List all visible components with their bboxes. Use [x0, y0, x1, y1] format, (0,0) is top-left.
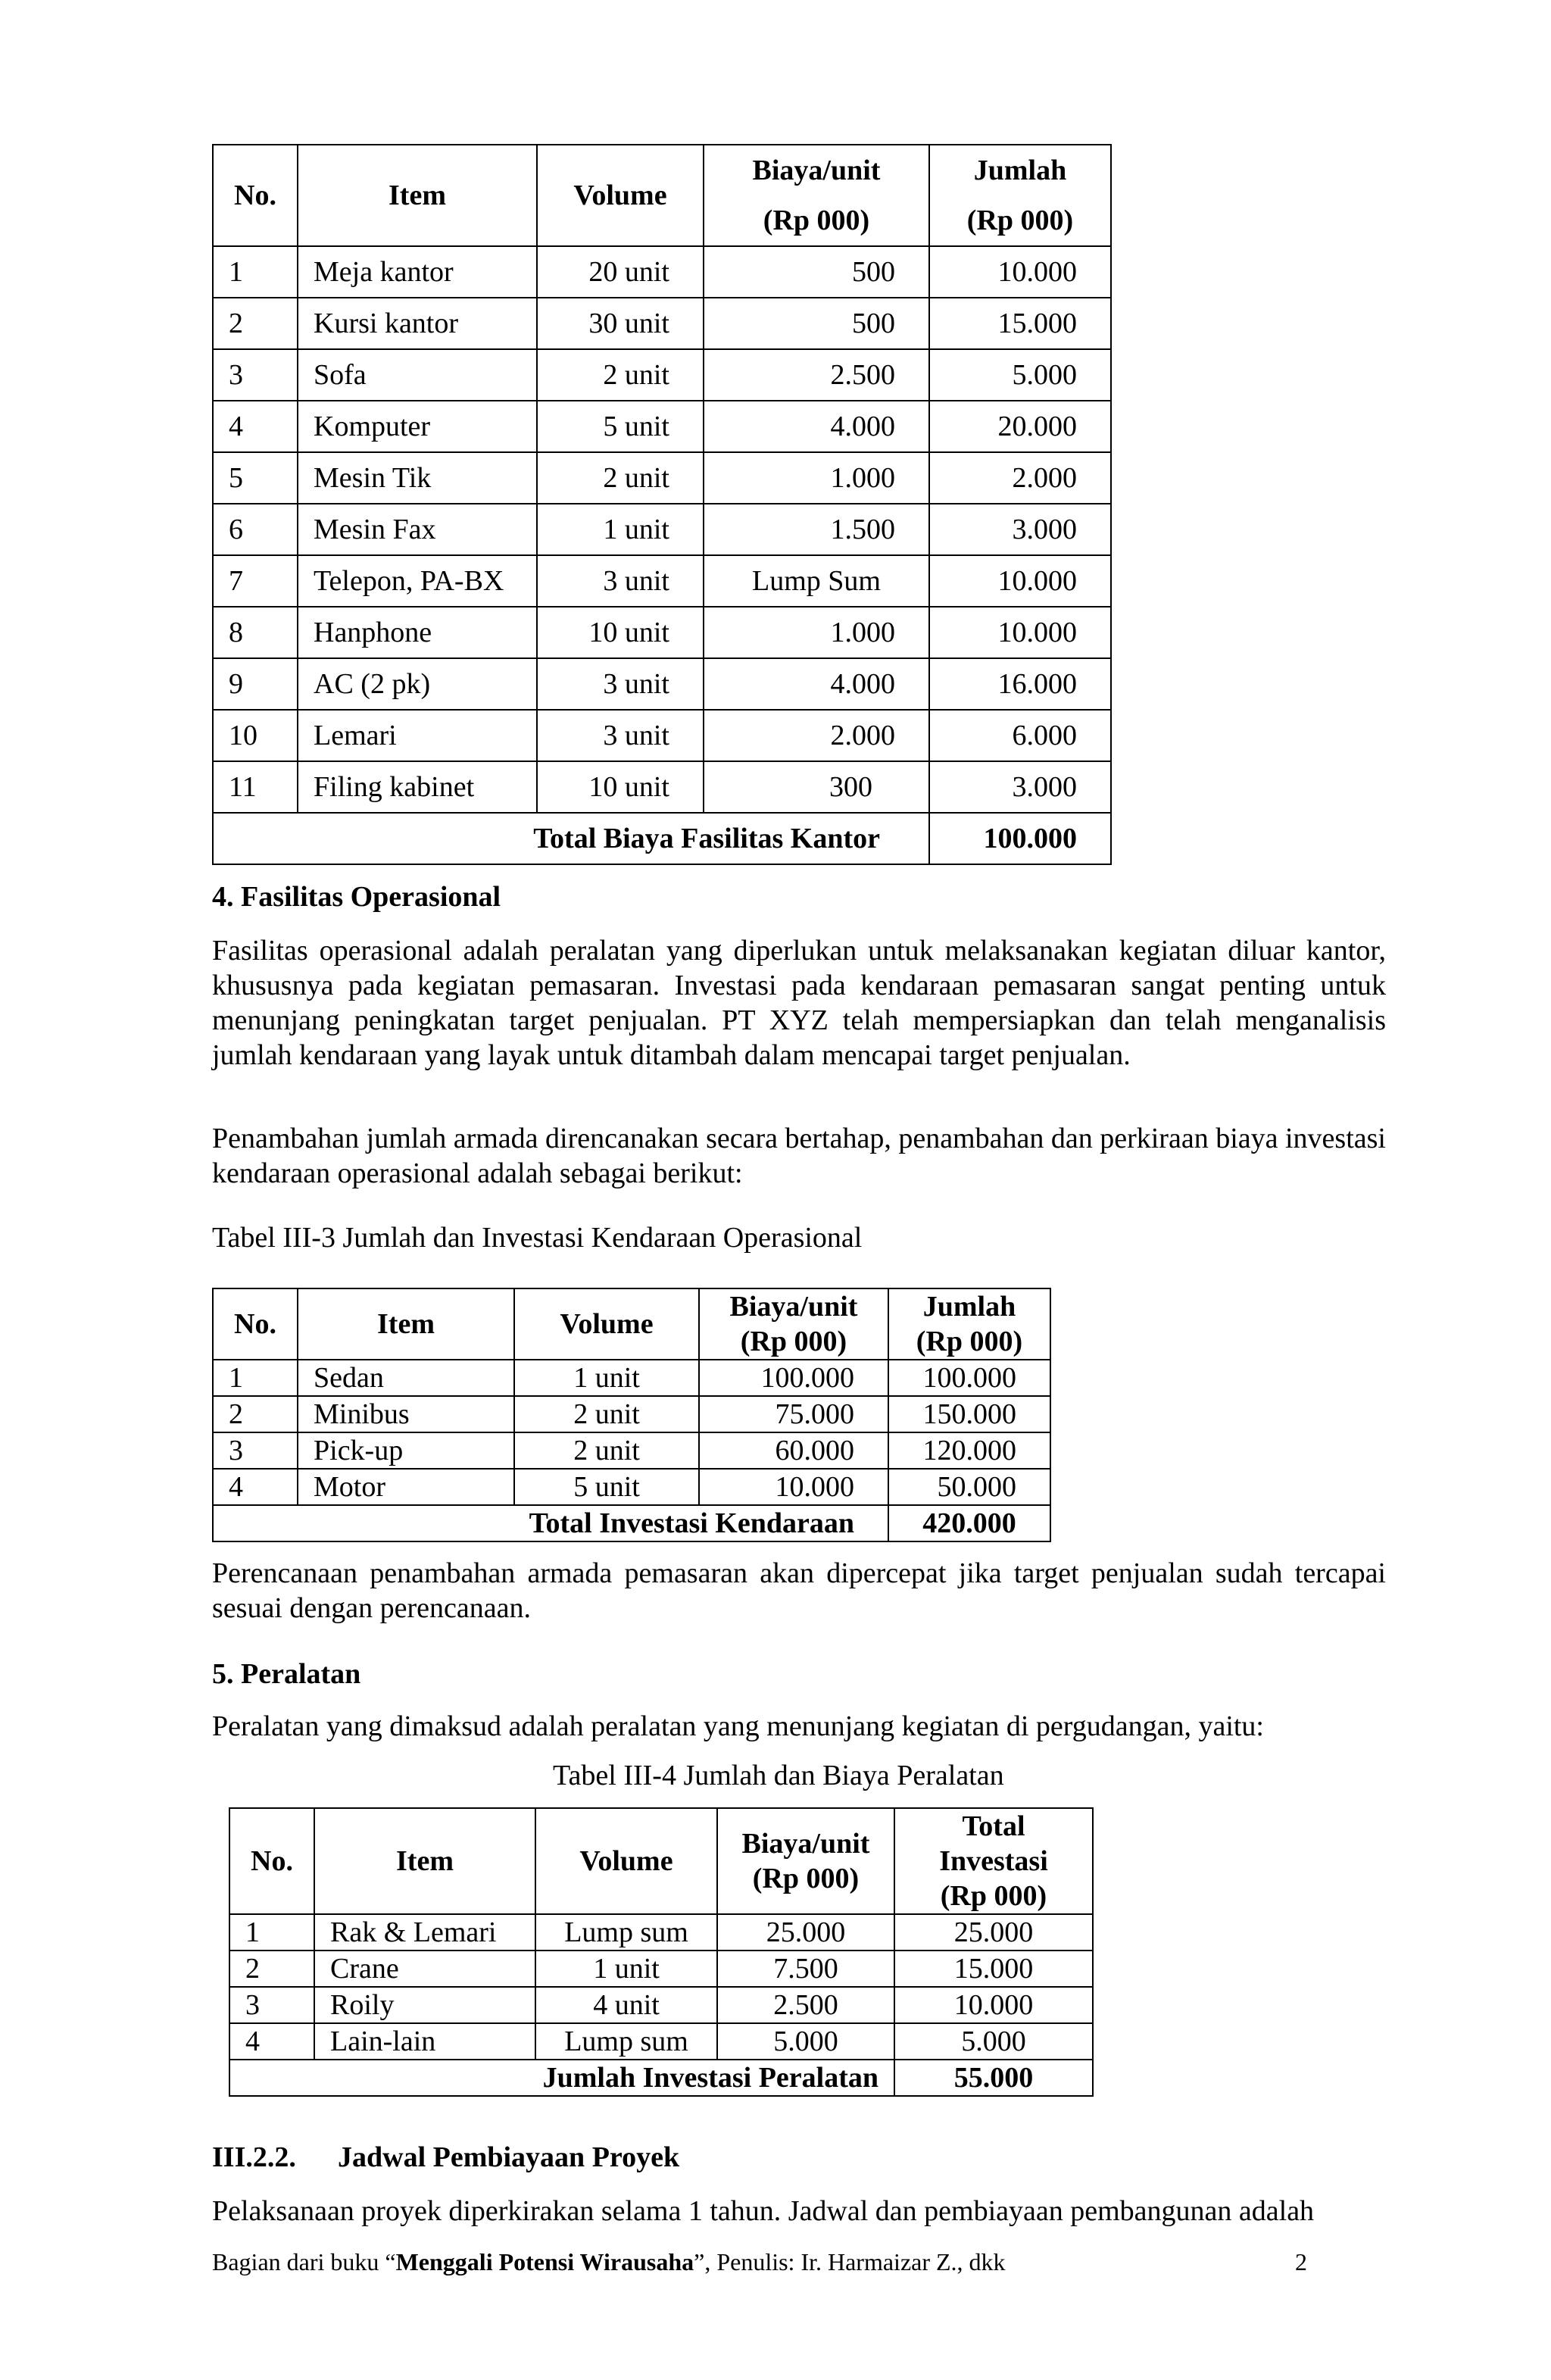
- cell-total: 5.000: [894, 2023, 1093, 2060]
- cell-item: Mesin Tik: [298, 452, 537, 504]
- cell-no: 7: [213, 555, 298, 607]
- cell-volume: 3 unit: [537, 710, 704, 761]
- cell-no: 9: [213, 658, 298, 710]
- cell-item: Kursi kantor: [298, 298, 537, 349]
- cell-no: 10: [213, 710, 298, 761]
- section-4-paragraph-1: Fasilitas operasional adalah peralatan yang diperlukan untuk melaksanakan kegiatan diluar kantor, khususnya pada kegiatan pemasaran. Investasi pada kendaraan pemasaran sangat penting untuk menunjang peningkatan target penjualan. PT XYZ telah mempersiapkan dan telah menganalisis jumlah kendaraan yang layak untuk ditambah dalam mencapai target penjualan.: [212, 935, 1386, 1071]
- header-volume: Volume: [514, 1288, 699, 1360]
- cell-item: Pick-up: [298, 1432, 514, 1469]
- cell-volume: 2 unit: [514, 1396, 699, 1432]
- header-no: No.: [213, 1288, 298, 1360]
- section-5-paragraph: Peralatan yang dimaksud adalah peralatan yang menunjang kegiatan di pergudangan, yaitu:: [212, 1710, 1264, 1742]
- table-total-row: [213, 813, 1111, 864]
- cell-unit-cost: 4.000: [704, 658, 929, 710]
- cell-item: Telepon, PA-BX: [298, 555, 537, 607]
- footer-prefix: Bagian dari buku “: [212, 2248, 396, 2275]
- header-unit-cost: [704, 145, 929, 246]
- header-item: Item: [314, 1808, 535, 1914]
- header-no: No.: [229, 1808, 314, 1914]
- section-iii-2-2-number: III.2.2.: [212, 2141, 296, 2173]
- table-row: [213, 607, 1111, 658]
- section-iii-2-2-paragraph: Pelaksanaan proyek diperkirakan selama 1 tahun. Jadwal dan pembiayaan pembangunan adalah: [212, 2195, 1315, 2227]
- cell-volume: 20 unit: [537, 246, 704, 298]
- cell-total: 100.000: [888, 1360, 1050, 1396]
- cell-total: 10.000: [929, 246, 1111, 298]
- cell-volume: 5 unit: [537, 401, 704, 452]
- cell-no: 3: [229, 1987, 314, 2023]
- cell-item: Minibus: [298, 1396, 514, 1432]
- cell-unit-cost: 300: [704, 761, 929, 813]
- cell-no: 2: [229, 1951, 314, 1987]
- cell-item: Komputer: [298, 401, 537, 452]
- cell-total: 25.000: [894, 1914, 1093, 1951]
- table-row: [213, 761, 1111, 813]
- cell-no: 11: [213, 761, 298, 813]
- cell-total: 3.000: [929, 761, 1111, 813]
- cell-volume: 1 unit: [535, 1951, 717, 1987]
- total-value: 55.000: [894, 2060, 1093, 2096]
- cell-volume: 2 unit: [537, 349, 704, 401]
- cell-total: 120.000: [888, 1432, 1050, 1469]
- cell-item: Hanphone: [298, 607, 537, 658]
- cell-unit-cost: 25.000: [717, 1914, 894, 1951]
- table-row: [229, 1951, 1093, 1987]
- total-value: 100.000: [929, 813, 1111, 864]
- table-total-row: [229, 2060, 1093, 2096]
- table-header-row: [213, 145, 1111, 246]
- table-row: [213, 298, 1111, 349]
- total-label: Jumlah Investasi Peralatan: [229, 2060, 894, 2096]
- page-number: 2: [1295, 2248, 1307, 2275]
- cell-total: 150.000: [888, 1396, 1050, 1432]
- paragraph-after-vehicle-table: Perencanaan penambahan armada pemasaran akan dipercepat jika target penjualan sudah tercapai sesuai dengan perencanaan.: [212, 1557, 1386, 1624]
- header-total-line2: Investasi: [939, 1845, 1048, 1877]
- cell-volume: 3 unit: [537, 555, 704, 607]
- cell-total: 15.000: [929, 298, 1111, 349]
- cell-no: 6: [213, 504, 298, 555]
- cell-volume: 1 unit: [537, 504, 704, 555]
- total-label: Total Investasi Kendaraan: [213, 1505, 888, 1541]
- cell-unit-cost: 500: [704, 246, 929, 298]
- total-label: Total Biaya Fasilitas Kantor: [213, 813, 929, 864]
- cell-total: 15.000: [894, 1951, 1093, 1987]
- cell-volume: Lump sum: [535, 1914, 717, 1951]
- cell-no: 4: [213, 401, 298, 452]
- cell-total: 2.000: [929, 452, 1111, 504]
- cell-volume: 2 unit: [514, 1432, 699, 1469]
- cell-volume: 10 unit: [537, 761, 704, 813]
- cell-unit-cost: 1.500: [704, 504, 929, 555]
- cell-volume: 5 unit: [514, 1469, 699, 1505]
- header-total-line3: (Rp 000): [940, 1880, 1047, 1912]
- cell-no: 2: [213, 1396, 298, 1432]
- table-row: [213, 452, 1111, 504]
- cell-no: 3: [213, 1432, 298, 1469]
- header-item: Item: [298, 1288, 514, 1360]
- cell-item: Filing kabinet: [298, 761, 537, 813]
- footer-book-title: Menggali Potensi Wirausaha: [395, 2248, 694, 2275]
- cell-volume: 1 unit: [514, 1360, 699, 1396]
- header-item: Item: [298, 145, 537, 246]
- cell-total: 3.000: [929, 504, 1111, 555]
- header-unit-cost-line2: (Rp 000): [740, 1326, 847, 1357]
- table-row: [213, 1360, 1050, 1396]
- cell-volume: 3 unit: [537, 658, 704, 710]
- table-row: [213, 504, 1111, 555]
- cell-total: 16.000: [929, 658, 1111, 710]
- cell-no: 1: [229, 1914, 314, 1951]
- section-iii-2-2-title: Jadwal Pembiayaan Proyek: [338, 2141, 680, 2173]
- cell-volume: 30 unit: [537, 298, 704, 349]
- office-facilities-table: [212, 144, 1112, 865]
- table-row: [213, 349, 1111, 401]
- table-row: [213, 1469, 1050, 1505]
- footer-suffix: ”, Penulis: Ir. Harmaizar Z., dkk: [694, 2248, 1006, 2275]
- cell-unit-cost: 2.000: [704, 710, 929, 761]
- header-unit-cost-line1: Biaya/unit: [741, 1828, 870, 1860]
- cell-unit-cost: 2.500: [717, 1987, 894, 2023]
- cell-item: Sofa: [298, 349, 537, 401]
- cell-item: Sedan: [298, 1360, 514, 1396]
- table-row: [213, 1432, 1050, 1469]
- header-total-line1: Jumlah: [973, 155, 1067, 186]
- cell-no: 4: [229, 2023, 314, 2060]
- cell-item: AC (2 pk): [298, 658, 537, 710]
- header-unit-cost-line2: (Rp 000): [752, 1863, 860, 1894]
- cell-unit-cost: 100.000: [699, 1360, 888, 1396]
- header-total-line1: Jumlah: [922, 1291, 1016, 1323]
- table-row: [213, 658, 1111, 710]
- cell-item: Mesin Fax: [298, 504, 537, 555]
- cell-unit-cost: 500: [704, 298, 929, 349]
- header-total: [929, 145, 1111, 246]
- header-no: No.: [213, 145, 298, 246]
- cell-volume: 4 unit: [535, 1987, 717, 2023]
- cell-item: Lain-lain: [314, 2023, 535, 2060]
- cell-item: Meja kantor: [298, 246, 537, 298]
- table-row: [213, 555, 1111, 607]
- table-row: [229, 2023, 1093, 2060]
- cell-unit-cost: 5.000: [717, 2023, 894, 2060]
- header-unit-cost: [699, 1288, 888, 1360]
- table-row: [213, 710, 1111, 761]
- table-row: [213, 401, 1111, 452]
- header-total-line1: Total: [962, 1810, 1025, 1842]
- table-iii-3-caption: Tabel III-3 Jumlah dan Investasi Kendaraan Operasional: [212, 1222, 863, 1254]
- header-volume: Volume: [537, 145, 704, 246]
- cell-unit-cost: Lump Sum: [704, 555, 929, 607]
- cell-no: 1: [213, 246, 298, 298]
- cell-unit-cost: 60.000: [699, 1432, 888, 1469]
- cell-unit-cost: 4.000: [704, 401, 929, 452]
- header-unit-cost-line1: Biaya/unit: [752, 155, 881, 186]
- equipment-table: [229, 1807, 1094, 2097]
- section-4-heading: 4. Fasilitas Operasional: [212, 881, 501, 913]
- cell-item: Motor: [298, 1469, 514, 1505]
- cell-total: 10.000: [894, 1987, 1093, 2023]
- header-total: [894, 1808, 1093, 1914]
- cell-total: 20.000: [929, 401, 1111, 452]
- cell-item: Crane: [314, 1951, 535, 1987]
- cell-unit-cost: 2.500: [704, 349, 929, 401]
- cell-item: Lemari: [298, 710, 537, 761]
- header-unit-cost-line2: (Rp 000): [763, 205, 870, 236]
- cell-no: 1: [213, 1360, 298, 1396]
- table-row: [229, 1914, 1093, 1951]
- vehicle-investment-table: [212, 1288, 1051, 1542]
- cell-item: Rak & Lemari: [314, 1914, 535, 1951]
- cell-total: 5.000: [929, 349, 1111, 401]
- cell-unit-cost: 1.000: [704, 607, 929, 658]
- page-footer: [212, 2248, 1310, 2276]
- cell-volume: Lump sum: [535, 2023, 717, 2060]
- cell-volume: 10 unit: [537, 607, 704, 658]
- table-total-row: [213, 1505, 1050, 1541]
- cell-unit-cost: 7.500: [717, 1951, 894, 1987]
- cell-unit-cost: 10.000: [699, 1469, 888, 1505]
- header-volume: Volume: [535, 1808, 717, 1914]
- header-total-line2: (Rp 000): [966, 205, 1074, 236]
- cell-volume: 2 unit: [537, 452, 704, 504]
- cell-item: Roily: [314, 1987, 535, 2023]
- cell-no: 4: [213, 1469, 298, 1505]
- cell-total: 6.000: [929, 710, 1111, 761]
- cell-unit-cost: 1.000: [704, 452, 929, 504]
- cell-total: 50.000: [888, 1469, 1050, 1505]
- cell-total: 10.000: [929, 607, 1111, 658]
- cell-no: 8: [213, 607, 298, 658]
- header-total-line2: (Rp 000): [916, 1326, 1023, 1357]
- table-header-row: [213, 1288, 1050, 1360]
- table-iii-4-caption: Tabel III-4 Jumlah dan Biaya Peralatan: [553, 1760, 1004, 1791]
- section-5-heading: 5. Peralatan: [212, 1658, 361, 1690]
- header-unit-cost-line1: Biaya/unit: [729, 1291, 858, 1323]
- header-total: [888, 1288, 1050, 1360]
- total-value: 420.000: [888, 1505, 1050, 1541]
- cell-unit-cost: 75.000: [699, 1396, 888, 1432]
- table-row: [213, 1396, 1050, 1432]
- table-row: [229, 1987, 1093, 2023]
- section-4-paragraph-2: Penambahan jumlah armada direncanakan secara bertahap, penambahan dan perkiraan biaya investasi kendaraan operasional adalah sebagai berikut:: [212, 1123, 1386, 1189]
- cell-no: 2: [213, 298, 298, 349]
- table-row: [213, 246, 1111, 298]
- cell-no: 5: [213, 452, 298, 504]
- cell-total: 10.000: [929, 555, 1111, 607]
- cell-no: 3: [213, 349, 298, 401]
- header-unit-cost: [717, 1808, 894, 1914]
- table-header-row: [229, 1808, 1093, 1914]
